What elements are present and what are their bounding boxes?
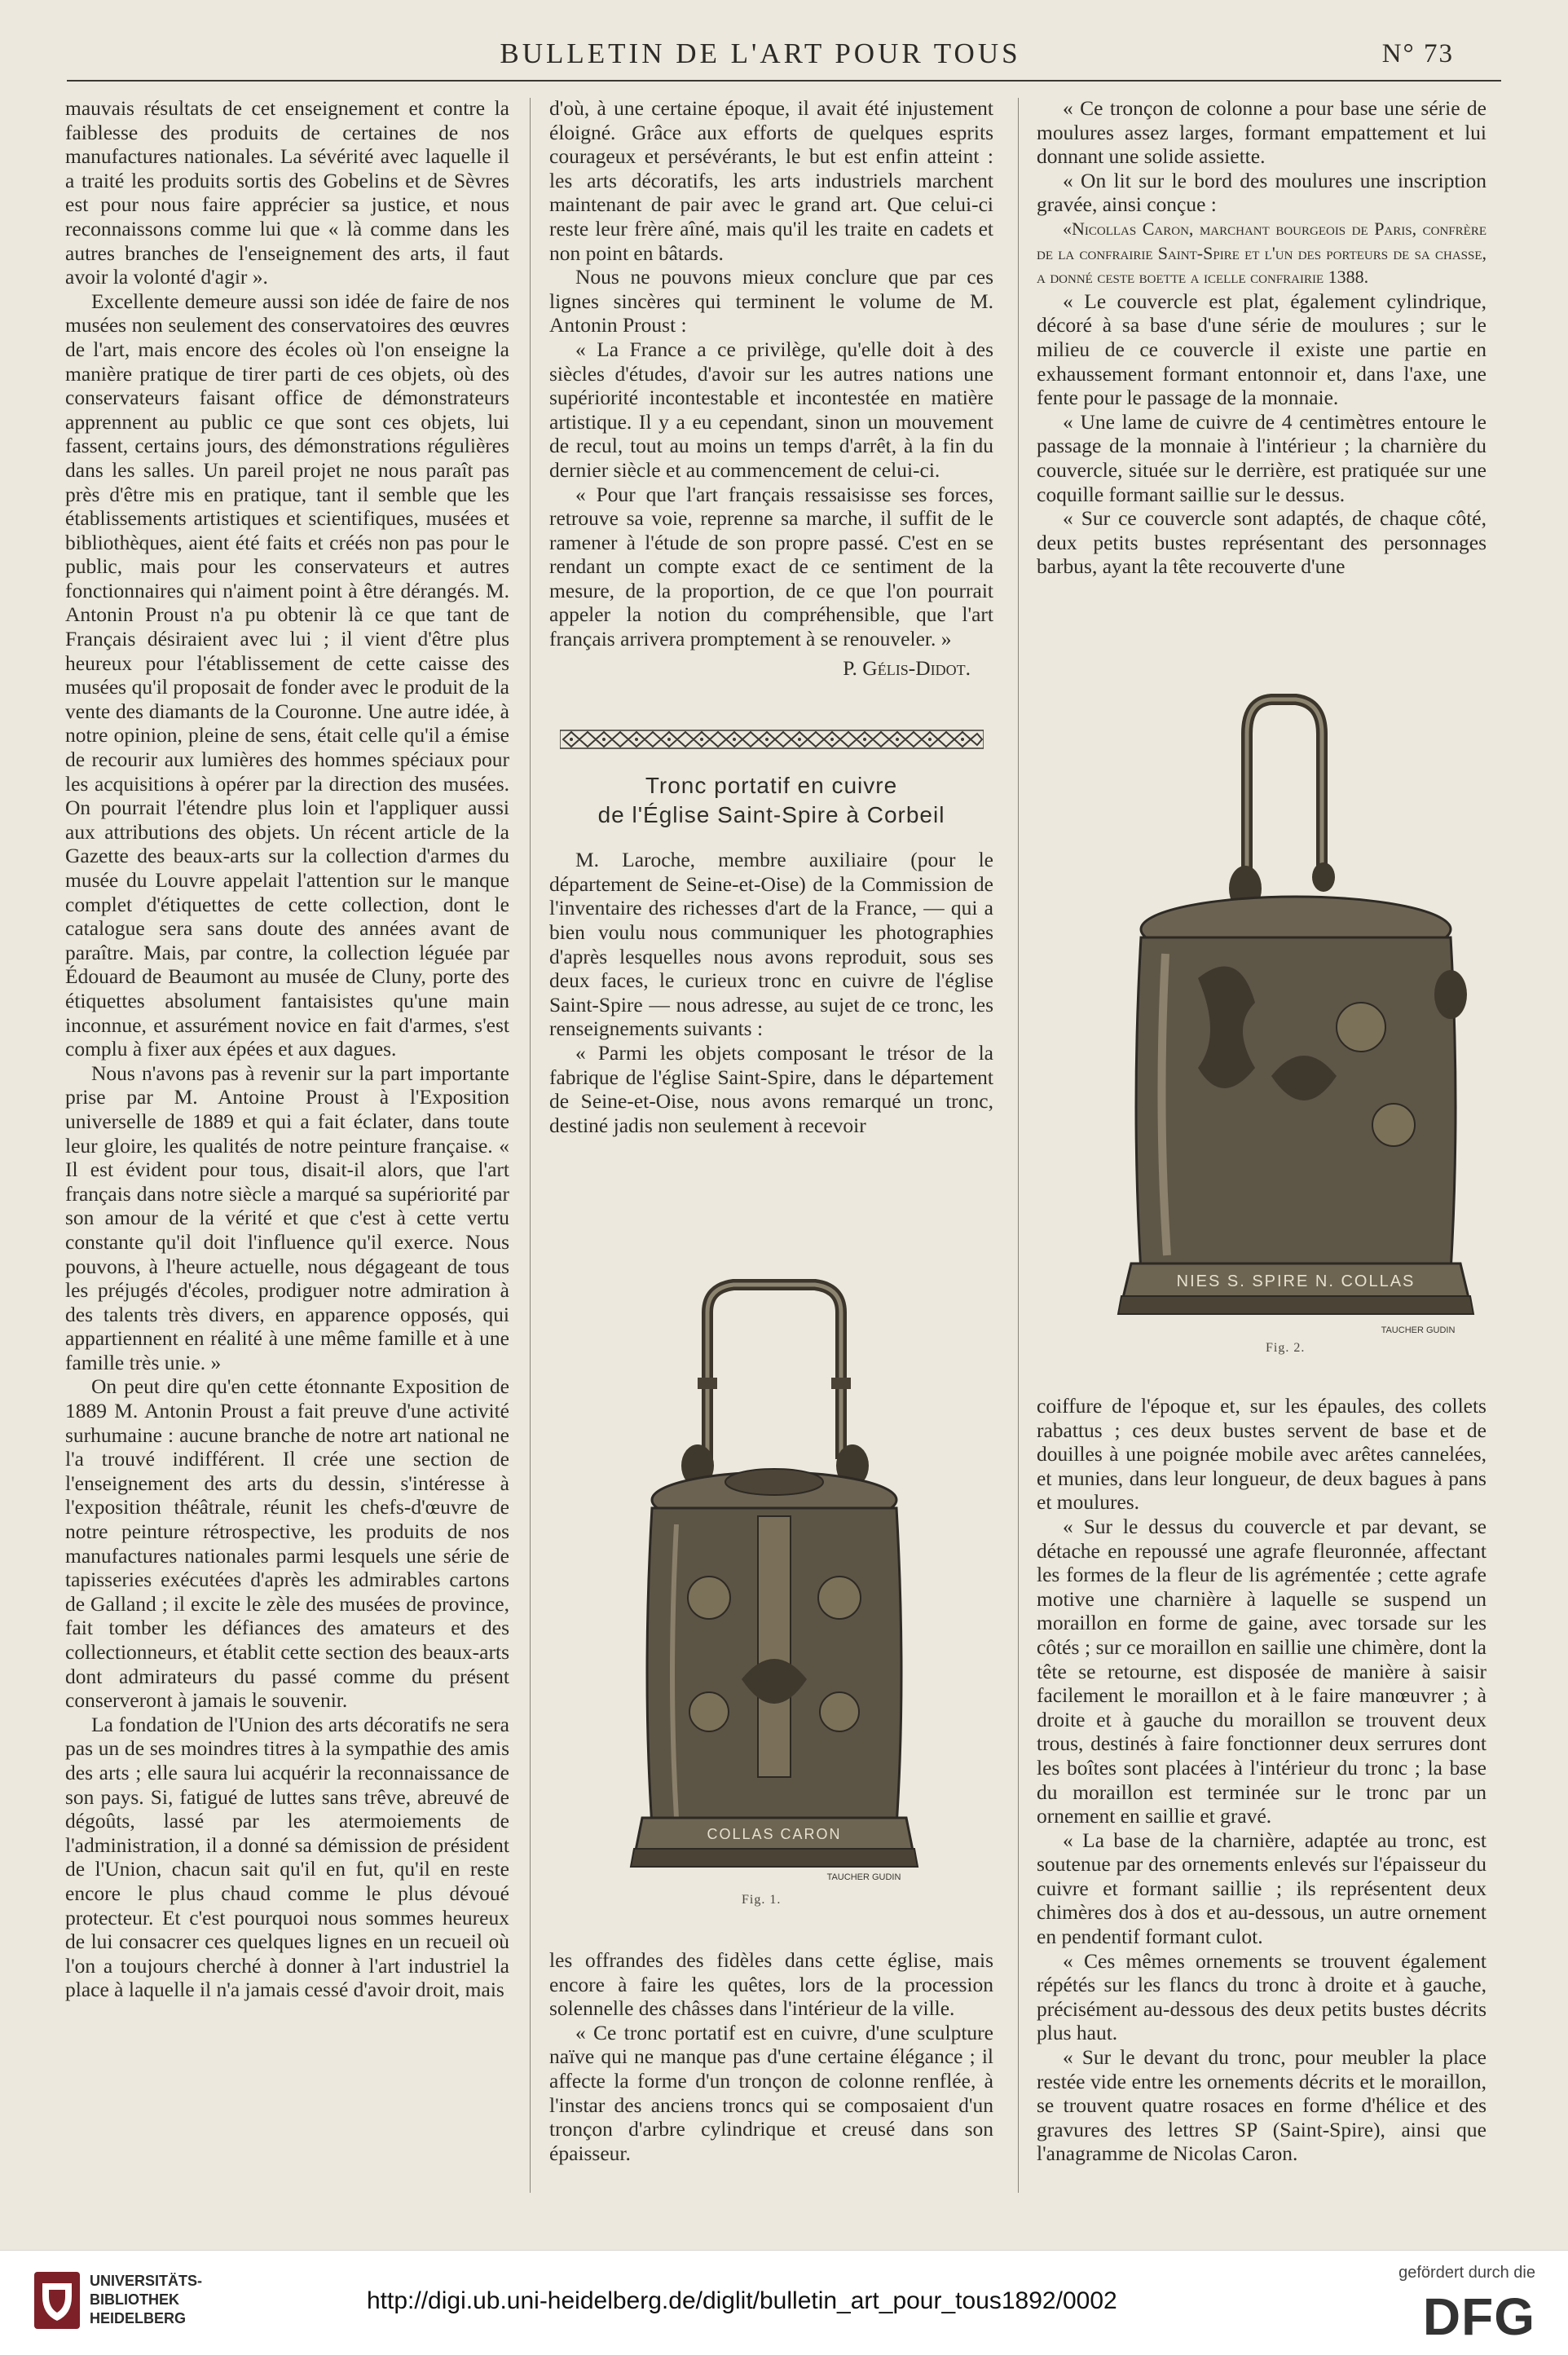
paragraph: Nous ne pouvons mieux conclure que par ces lignes sincères qui terminent le volume de M. Antonin Proust : bbox=[549, 265, 993, 337]
dfg-logo: DFG bbox=[1422, 2287, 1535, 2346]
paragraph: mauvais résultats de cet enseignement et contre la faiblesse des produits de certaines de nos manufactures nationales. La sévérité avec laquelle il a traité les produits sortis des Gobelins et de Sèvres est pour nous faire apprécier sa justice, et nous reconnaissons comme lui que « là comme dans les autres branches de l'enseignement des arts, il faut avoir la volonté d'agir ». bbox=[65, 96, 509, 289]
paragraph: On peut dire qu'en cette étonnante Exposition de 1889 M. Antonin Proust a fait preuve d'une activité surhumaine : aucune branche de notre art national ne l'a trouvé indifférent. Il crée une section de l'enseignement des arts du dessin, s'intéresse à l'exposition théâtrale, réunit les chefs-d'œuvre de notre peinture rétrospective, les produits de nos manufactures nationales parmi lesquels une série de tapisseries exécutées d'après les admirables cartons de Galland ; il excite le zèle des musées de province, fait tomber les défiances des amateurs et des collectionneurs, et établit cette section des beaux-arts dont admirateurs du passé comme du présent conserveront à jamais le souvenir. bbox=[65, 1374, 509, 1713]
article-title-line-2: de l'Église Saint-Spire à Corbeil bbox=[597, 802, 945, 828]
ornamental-divider bbox=[549, 729, 993, 750]
paragraph: « La France a ce privilège, qu'elle doit à des siècles d'études, d'avoir sur les autres nations une supériorité incontestable et incontestée en matière artistique. Il y a eu cependant, sinon un mouvement de recul, tout au moins un temps d'arrêt, à la fin du dernier siècle et au commencement de celui-ci. bbox=[549, 337, 993, 482]
figure-2-engraving bbox=[1092, 685, 1475, 1337]
paragraph: « Sur ce couvercle sont adaptés, de chaque côté, deux petits bustes représentant des personnages barbus, ayant la tête recouverte d'une bbox=[1037, 506, 1487, 579]
paragraph: M. Laroche, membre auxiliaire (pour le département de Seine-et-Oise) de la Commission de l'inventaire des richesses d'art de la France, — qui a bien voulu nous communiquer les photographies d'après lesquelles nous avons reproduit, sous ses deux faces, le curieux tronc en cuivre de l'église Saint-Spire — nous adresse, au sujet de ce tronc, les renseignements suivants : bbox=[549, 848, 993, 1041]
page-number: N° 73 bbox=[1381, 39, 1454, 68]
header-rule bbox=[67, 80, 1501, 82]
paragraph: coiffure de l'époque et, sur les épaules, des collets rabattus ; ces deux bustes servent de base et de douilles à une poignée mobile avec arêtes cannelées, et munies, dans leur longueur, de deux bagues à pans et moulures. bbox=[1037, 1394, 1487, 1515]
paragraph: « Sur le dessus du couvercle et par devant, se détache en repoussé une agrafe fleuronnée, affectant les formes de la fleur de lis agrémentée ; cette agrafe motive une charnière à laquelle se suspend un moraillon en forme de gaine, avec torsade sur les côtés ; sur ce moraillon en saillie une chimère, dont la tête se retourne, est disposée de manière à saisir facilement le moraillon et à le faire manœuvrer ; à droite et à gauche du moraillon se trouvent deux trous, destinés à faire fonctionner deux serrures dont les boîtes sont placées à l'intérieur du tronc ; la base du moraillon est terminée sur le tronc par un ornement en saillie et gravé. bbox=[1037, 1514, 1487, 1828]
library-name bbox=[90, 2272, 202, 2328]
author-signature: P. Gélis-Didot. bbox=[843, 655, 971, 680]
digitization-footer bbox=[0, 2250, 1568, 2355]
paragraph: « Ce tronçon de colonne a pour base une série de moulures assez larges, formant empattement et lui donnant une solide assiette. bbox=[1037, 96, 1487, 169]
alms-box-side-illustration bbox=[1092, 685, 1475, 1337]
column-left bbox=[65, 96, 509, 2002]
column-right-continued bbox=[1037, 1394, 1487, 2166]
fig1-inscription: COLLAS CARON bbox=[707, 1826, 842, 1842]
column-middle-continued bbox=[549, 1948, 993, 2165]
funding-note: gefördert durch die bbox=[1398, 2264, 1535, 2282]
ornament-band-icon bbox=[560, 729, 984, 750]
fig1-engraver-signature: TAUCHER GUDIN bbox=[826, 1872, 901, 1882]
column-separator-2 bbox=[1018, 98, 1019, 2193]
paragraph: Excellente demeure aussi son idée de faire de nos musées non seulement des conservatoires des œuvres de l'art, mais encore des écoles où l'on enseigne la manière pratique de tirer parti de ces objets, où des conservateurs faisant office de démonstrateurs apprennent au public ce que sont ces objets, lui fassent, certains jours, des démonstrations régulières dans les salles. Un pareil projet ne nous paraît pas près d'être mis en pratique, tant il semble que les établissements artistiques et scientifiques, musées et bibliothèques, aient été faits et créés non pas pour le public, mais pour les conservateurs et autres fonctionnaires qui n'aiment point à être dérangés. M. Antonin Proust n'a pu obtenir là ce que tant de Français désiraient avec lui ; il vient d'être plus heureux pour l'établissement de cette caisse des musées qu'il proposait de fonder avec le produit de la vente des diamants de la Couronne. Une autre idée, à notre opinion, pleine de sens, était celle qu'il a émise de recourir aux lumières des hommes spéciaux pour les acquisitions à opérer par la direction des musées. On pourrait l'étendre plus loin et l'appliquer aussi aux attributions des objets. Un récent article de la Gazette des beaux-arts sur la collection d'armes du musée du Louvre appelait l'attention sur le manque complet d'étiquettes de cette collection, dont le catalogue sera sans doute des années avant de paraître. Mais, par contre, la collection léguée par Édouard de Beaumont au musée de Cluny, porte des étiquettes absolument fantaisistes qu'une main inconnue, et assurément novice en fait d'armes, s'est complu à fixer aux épées et aux dagues. bbox=[65, 289, 509, 1061]
paragraph: « Sur le devant du tronc, pour meubler la place restée vide entre les ornements décrits et le moraillon, se trouvent quatre rosaces en forme d'hélice et des gravures des lettres SP (Saint-Spire), ainsi que l'anagramme de Nicolas Caron. bbox=[1037, 2045, 1487, 2166]
fig2-inscription: NIES S. SPIRE N. COLLAS bbox=[1176, 1272, 1416, 1290]
paragraph: « On lit sur le bord des moulures une inscription gravée, ainsi conçue : bbox=[1037, 168, 1487, 217]
paragraph: « Pour que l'art français ressaisisse ses forces, retrouve sa voie, reprenne sa marche, il suffit de le ramener à l'étude de son propre passé. C'est en se rendant un compte exact de ce sentiment de la mesure, de la proportion, de ce que l'on pourrait appeler la notion du compréhensible, que l'art français arrivera promptement à se renouveler. » bbox=[549, 482, 993, 651]
alms-box-front-illustration bbox=[619, 1255, 929, 1883]
paragraph: « Ces mêmes ornements se trouvent également répétés sur les flancs du tronc à droite et à gauche, précisément au-dessous des deux petits bustes décrits plus haut. bbox=[1037, 1948, 1487, 2045]
article-title-line-1: Tronc portatif en cuivre bbox=[645, 773, 898, 799]
paragraph: Nous n'avons pas à revenir sur la part importante prise par M. Antoine Proust à l'Exposition universelle de 1889 et qui a fait éclater, dans toute leur gloire, les qualités de notre peinture française. « Il est évident pour tous, disait-il alors, que l'art français dans notre siècle a marqué sa supériorité par son amour de la vérité et que c'est à cette vertu constante qu'il doit l'influence qu'il exerce. Nous pouvons, à l'heure actuelle, nous dégageant de tous les préjugés d'écoles, prodiguer notre admiration à des talents très divers, en apparence opposés, qui appartiennent en réalité à une même famille et à une famille très unie. » bbox=[65, 1061, 509, 1374]
paragraph: « Le couvercle est plat, également cylindrique, décoré à sa base d'une série de moulures ; sur le milieu de ce couvercle il existe une partie en exhaussement formant entonnoir et, dans l'axe, une fente pour le passage de la monnaie. bbox=[1037, 289, 1487, 410]
paragraph: « La base de la charnière, adaptée au tronc, est soutenue par des ornements enlevés sur l'épaisseur du cuivre et formant saillie ; ils représentent deux chimères dos à dos et au-dessous, un autre ornement en pendentif formant culot. bbox=[1037, 1828, 1487, 1949]
permalink-url[interactable]: http://digi.ub.uni-heidelberg.de/diglit/bulletin_art_pour_tous1892/0002 bbox=[367, 2287, 1117, 2314]
column-middle bbox=[549, 96, 993, 1137]
figure-2-caption: Fig. 2. bbox=[1266, 1341, 1306, 1355]
figure-1-engraving bbox=[619, 1255, 929, 1883]
library-name-line-3: HEIDELBERG bbox=[90, 2310, 187, 2326]
library-name-line-2: BIBLIOTHEK bbox=[90, 2291, 179, 2308]
running-head bbox=[67, 34, 1454, 77]
university-seal-icon bbox=[31, 2267, 83, 2334]
paragraph: les offrandes des fidèles dans cette église, mais encore à faire les quêtes, lors de la procession solennelle des châsses dans l'intérieur de la ville. bbox=[549, 1948, 993, 2021]
library-name-line-1: UNIVERSITÄTS- bbox=[90, 2273, 203, 2289]
paragraph: d'où, à une certaine époque, il avait été injustement éloigné. Grâce aux efforts de quelques esprits courageux et persévérants, le but est enfin atteint : les arts décoratifs, les arts industriels marchent maintenant de pair avec le grand art. Que celui-ci reste leur frère aîné, mais qu'il les traite en cadets et non point en bâtards. bbox=[549, 96, 993, 265]
paragraph: « Une lame de cuivre de 4 centimètres entoure le passage de la monnaie à l'intérieur ; la charnière du couvercle, située sur le derrière, est pratiquée sur une coquille formant saillie sur le dessus. bbox=[1037, 409, 1487, 506]
article-title bbox=[549, 771, 993, 830]
fig2-engraver-signature: TAUCHER GUDIN bbox=[1381, 1325, 1456, 1335]
inscription-text: «Nicollas Caron, marchant bourgeois de Paris, confrère de la confrairie Saint-Spire et l'un des porteurs de sa chasse, a donné ceste boette a icelle confrairie 1388. bbox=[1037, 218, 1487, 288]
column-right bbox=[1037, 96, 1487, 579]
paragraph: « Parmi les objets composant le trésor de la fabrique de l'église Saint-Spire, dans le département de Seine-et-Oise, nous avons remarqué un tronc, destiné jadis non seulement à recevoir bbox=[549, 1041, 993, 1137]
paragraph: « Ce tronc portatif est en cuivre, d'une sculpture naïve qui ne manque pas d'une certaine élégance ; il affecte la forme d'un tronçon de colonne renflée, à l'instar des anciens troncs qui se composaient d'un tronçon d'arbre cylindrique et creusé dans son épaisseur. bbox=[549, 2020, 993, 2165]
journal-title: BULLETIN DE L'ART POUR TOUS bbox=[500, 37, 1021, 69]
figure-1-caption: Fig. 1. bbox=[742, 1893, 782, 1907]
paragraph: La fondation de l'Union des arts décoratifs ne sera pas un de ses moindres titres à la sympathie des amis des arts ; elle saura lui acquérir la reconnaissance de son pays. Si, fatigué de luttes sans trêve, abreuvé de dégoûts, lassé par les atermoiements de l'administration, il a donné sa démission de président de l'Union, chacun sait qu'il en fut, qu'il en reste encore le plus chaud comme le plus dévoué protecteur. Et c'est pourquoi nous sommes heureux de lui consacrer ces quelques lignes en un recueil où l'on a toujours cherché à donner à l'art industriel la place à laquelle il n'a jamais cessé d'avoir droit, mais bbox=[65, 1712, 509, 2002]
column-separator-1 bbox=[530, 98, 531, 2193]
